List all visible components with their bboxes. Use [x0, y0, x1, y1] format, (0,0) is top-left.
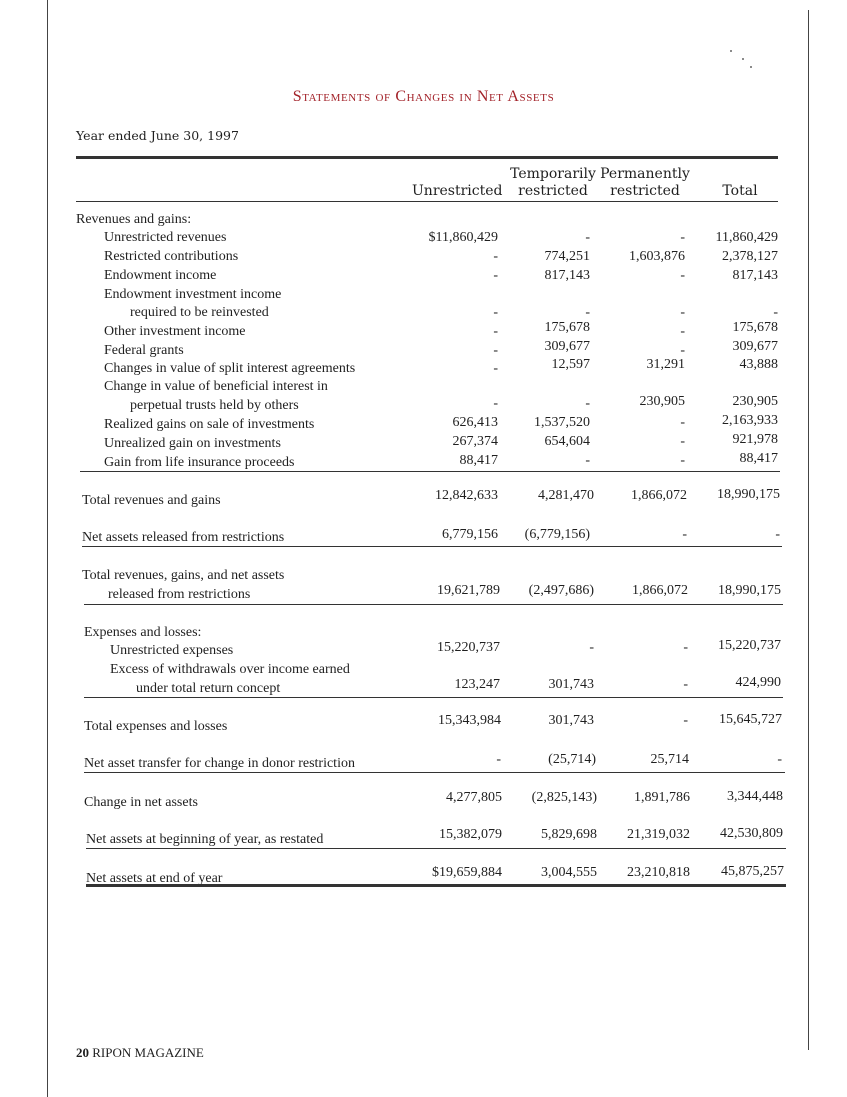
- scan-speck: [742, 58, 744, 60]
- expenses-section-header: Expenses and losses:: [84, 625, 202, 640]
- cell-unrestricted: 15,343,984: [438, 713, 501, 728]
- cell-unrestricted: -: [493, 305, 498, 320]
- cell-permanently: -: [680, 343, 685, 358]
- cell-total: 2,378,127: [722, 249, 778, 264]
- cell-temporarily: -: [585, 230, 590, 245]
- page-fold-line: [808, 10, 809, 1050]
- cell-unrestricted: -: [493, 324, 498, 339]
- cell-permanently: -: [683, 640, 688, 655]
- row-label: Unrestricted expenses: [110, 643, 234, 658]
- col-header-permanently-line1: Permanently: [600, 166, 690, 182]
- cell-temporarily: -: [585, 453, 590, 468]
- cell-permanently: -: [680, 434, 685, 449]
- cell-temporarily: 5,829,698: [541, 827, 597, 842]
- cell-permanently: -: [680, 324, 685, 339]
- cell-temporarily: 175,678: [544, 320, 590, 335]
- table-top-rule: [76, 156, 778, 159]
- cell-total: -: [777, 752, 782, 767]
- cell-unrestricted: $19,659,884: [432, 865, 502, 880]
- row-label: Total revenues, gains, and net assets: [82, 568, 285, 583]
- cell-unrestricted: 4,277,805: [446, 790, 502, 805]
- cell-total: 88,417: [739, 451, 778, 466]
- cell-unrestricted: -: [496, 752, 501, 767]
- cell-total: 230,905: [732, 394, 778, 409]
- cell-temporarily: -: [585, 305, 590, 320]
- col-header-permanently: [600, 166, 690, 200]
- cell-temporarily: 654,604: [544, 434, 590, 449]
- page-left-edge: [47, 0, 48, 1097]
- cell-temporarily: 301,743: [548, 713, 594, 728]
- cell-total: -: [775, 527, 780, 542]
- row-label: Change in value of beneficial interest in: [104, 379, 328, 394]
- cell-permanently: -: [683, 713, 688, 728]
- cell-temporarily: (25,714): [548, 752, 596, 767]
- row-label: Federal grants: [104, 343, 184, 358]
- row-label: Endowment investment income: [104, 287, 282, 302]
- cell-unrestricted: -: [493, 249, 498, 264]
- cell-permanently: -: [680, 268, 685, 283]
- cell-temporarily: (2,825,143): [531, 790, 597, 805]
- cell-permanently: 25,714: [650, 752, 689, 767]
- row-label: Total expenses and losses: [84, 719, 228, 734]
- table-bottom-rule: [86, 884, 786, 887]
- cell-unrestricted: 123,247: [454, 677, 500, 692]
- page-footer: [76, 1045, 204, 1061]
- cell-unrestricted: 626,413: [452, 415, 498, 430]
- cell-temporarily: (6,779,156): [524, 527, 590, 542]
- row-label-continued: required to be reinvested: [130, 305, 269, 320]
- section-rule: [86, 848, 786, 849]
- cell-permanently: -: [680, 453, 685, 468]
- cell-temporarily: (2,497,686): [528, 583, 594, 598]
- cell-unrestricted: 88,417: [459, 453, 498, 468]
- cell-permanently: -: [680, 415, 685, 430]
- section-rule: [82, 546, 782, 547]
- section-rule: [80, 471, 780, 472]
- cell-permanently: 23,210,818: [627, 865, 690, 880]
- cell-permanently: 1,603,876: [629, 249, 685, 264]
- cell-permanently: -: [683, 677, 688, 692]
- cell-temporarily: 817,143: [544, 268, 590, 283]
- cell-permanently: 230,905: [639, 394, 685, 409]
- row-label: Net assets at end of year: [86, 871, 223, 886]
- col-header-permanently-line2: restricted: [610, 183, 680, 199]
- cell-temporarily: -: [589, 640, 594, 655]
- row-label: Changes in value of split interest agreements: [104, 361, 356, 376]
- cell-total: 18,990,175: [718, 583, 781, 598]
- section-rule: [84, 772, 785, 773]
- col-header-unrestricted-label: Unrestricted: [412, 183, 503, 199]
- page-title: Statements of Changes in Net Assets: [292, 88, 555, 105]
- scan-speck: [750, 66, 752, 68]
- cell-total: -: [773, 305, 778, 320]
- cell-total: 15,645,727: [719, 712, 782, 727]
- cell-unrestricted: 15,382,079: [439, 827, 502, 842]
- col-header-temporarily: [508, 166, 598, 200]
- row-label: Realized gains on sale of investments: [104, 417, 315, 432]
- cell-total: 3,344,448: [727, 789, 783, 804]
- cell-total: 11,860,429: [715, 230, 778, 245]
- row-label-continued: perpetual trusts held by others: [130, 398, 299, 413]
- cell-unrestricted: 6,779,156: [442, 527, 498, 542]
- cell-permanently: -: [680, 305, 685, 320]
- cell-permanently: 21,319,032: [627, 827, 690, 842]
- cell-permanently: 1,866,072: [631, 488, 687, 503]
- row-label: Net assets released from restrictions: [82, 530, 285, 545]
- col-header-temporarily-line2: restricted: [518, 183, 588, 199]
- cell-permanently: -: [680, 230, 685, 245]
- cell-temporarily: 301,743: [548, 677, 594, 692]
- col-header-temporarily-line1: Temporarily: [510, 166, 596, 182]
- cell-unrestricted: 267,374: [452, 434, 498, 449]
- row-label: Other investment income: [104, 324, 246, 339]
- cell-unrestricted: -: [493, 361, 498, 376]
- revenues-section-header: Revenues and gains:: [76, 212, 192, 227]
- cell-unrestricted: 15,220,737: [437, 640, 500, 655]
- row-label: Restricted contributions: [104, 249, 239, 264]
- cell-unrestricted: -: [493, 396, 498, 411]
- row-label: Unrestricted revenues: [104, 230, 227, 245]
- cell-total: 43,888: [739, 357, 778, 372]
- cell-temporarily: 309,677: [544, 339, 590, 354]
- cell-total: 2,163,933: [722, 413, 778, 428]
- cell-total: 424,990: [735, 675, 781, 690]
- header-rule: [76, 201, 778, 202]
- cell-temporarily: 4,281,470: [538, 488, 594, 503]
- cell-total: 18,990,175: [717, 487, 780, 502]
- cell-temporarily: -: [585, 396, 590, 411]
- row-label: Net assets at beginning of year, as restated: [86, 832, 324, 847]
- cell-permanently: 1,891,786: [634, 790, 690, 805]
- cell-unrestricted: -: [493, 268, 498, 283]
- col-header-total: [700, 183, 780, 200]
- row-label-continued: released from restrictions: [108, 587, 251, 602]
- cell-permanently: -: [682, 527, 687, 542]
- cell-total: 42,530,809: [720, 826, 783, 841]
- col-header-unrestricted: [412, 183, 502, 200]
- cell-permanently: 1,866,072: [632, 583, 688, 598]
- section-rule: [84, 604, 783, 605]
- row-label: Gain from life insurance proceeds: [104, 455, 295, 470]
- cell-temporarily: 3,004,555: [541, 865, 597, 880]
- cell-temporarily: 1,537,520: [534, 415, 590, 430]
- col-header-total-label: Total: [722, 183, 758, 199]
- row-label: Change in net assets: [84, 795, 198, 810]
- row-label: Excess of withdrawals over income earned: [110, 662, 350, 677]
- row-label: Endowment income: [104, 268, 217, 283]
- row-label: Unrealized gain on investments: [104, 436, 281, 451]
- publication-name: RIPON MAGAZINE: [92, 1045, 204, 1060]
- cell-total: 45,875,257: [721, 864, 784, 879]
- cell-permanently: 31,291: [646, 357, 685, 372]
- cell-unrestricted: 19,621,789: [437, 583, 500, 598]
- row-label: Total revenues and gains: [82, 493, 221, 508]
- cell-unrestricted: $11,860,429: [428, 230, 498, 245]
- row-label-continued: under total return concept: [136, 681, 281, 696]
- cell-total: 15,220,737: [718, 638, 781, 653]
- cell-total: 921,978: [732, 432, 778, 447]
- page-number: 20: [76, 1045, 89, 1060]
- section-rule: [84, 697, 783, 698]
- cell-temporarily: 774,251: [544, 249, 590, 264]
- cell-unrestricted: -: [493, 343, 498, 358]
- cell-unrestricted: 12,842,633: [435, 488, 498, 503]
- cell-total: 817,143: [732, 268, 778, 283]
- cell-temporarily: 12,597: [551, 357, 590, 372]
- cell-total: 309,677: [732, 339, 778, 354]
- scan-speck: [730, 50, 732, 52]
- cell-total: 175,678: [732, 320, 778, 335]
- row-label: Net asset transfer for change in donor restriction: [84, 756, 355, 771]
- period-subtitle: Year ended June 30, 1997: [76, 128, 239, 143]
